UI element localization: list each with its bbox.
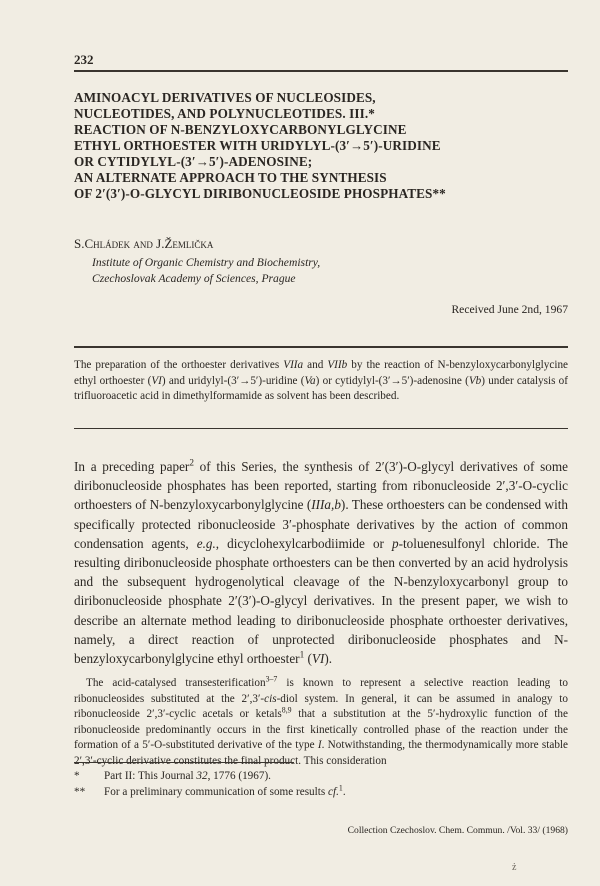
title-line: AMINOACYL DERIVATIVES OF NUCLEOSIDES, xyxy=(74,90,376,105)
received-date: Received June 2nd, 1967 xyxy=(451,303,568,316)
footnote-text-part: For a preliminary communication of some results xyxy=(104,786,329,798)
abstract-bottom-rule xyxy=(74,428,568,429)
compound-label: VIIb xyxy=(327,359,348,371)
abstract-text: and xyxy=(303,359,328,371)
compound-label: IIIa,b xyxy=(311,497,341,513)
title-line: REACTION OF N-BENZYLOXYCARBONYLGLYCINE xyxy=(74,122,407,137)
body-paragraph-1 xyxy=(74,457,568,668)
affiliation xyxy=(92,255,320,287)
affiliation-line: Institute of Organic Chemistry and Biochemistry, xyxy=(92,256,321,269)
title-line: AN ALTERNATE APPROACH TO THE SYNTHESIS xyxy=(74,170,387,185)
footnote xyxy=(74,768,568,784)
compound-label: VI xyxy=(311,651,325,667)
footnote-text xyxy=(104,768,271,784)
body-text: ). These orthoesters can be condensed with specifically protected ribonucleoside 3′-phosphate derivatives by the action of common condensation agents, xyxy=(74,497,568,551)
reference-marker: 8,9 xyxy=(281,705,292,715)
authors: S.Chládek and J.Žemlička xyxy=(74,236,214,251)
footnote-text-part: . xyxy=(342,786,346,798)
body-text: that a substitution at the 5′-hydroxylic function of the ribonucleoside predominantly occurs in the first kinetically controlled phase of the reaction under the formation of a 5′-O-substituted derivative of the type xyxy=(74,708,568,752)
body-text: -diol system. In general, it can be assumed in analogy to ribonucleoside 2′,3′-cyclic acetals or ketals xyxy=(74,692,568,721)
body-text: . Notwithstanding, the thermodynamically more stable 2′,3′-cyclic derivative constitutes the final product. This consideration xyxy=(74,739,568,767)
compound-label: VI xyxy=(151,374,162,387)
reference-marker: 3–7 xyxy=(265,674,278,684)
italic-prefix: cis xyxy=(264,692,277,705)
italic-prefix: p xyxy=(392,535,399,551)
title-line: ETHYL ORTHOESTER WITH URIDYLYL-(3′→5′)-URIDINE xyxy=(74,138,441,153)
body-paragraph-2 xyxy=(74,676,568,770)
compound-label: I xyxy=(317,739,322,752)
compound-label: Va xyxy=(304,374,316,387)
body-text: ( xyxy=(304,651,312,667)
compound-label: Vb xyxy=(468,374,482,387)
affiliation-line: Czechoslovak Academy of Sciences, Prague xyxy=(92,272,296,285)
title-line: OR CYTIDYLYL-(3′→5′)-ADENOSINE; xyxy=(74,154,313,169)
reference-marker: 1 xyxy=(299,649,305,660)
footnote-text xyxy=(104,784,346,800)
reference-marker: 1 xyxy=(338,783,343,793)
abstract-text: The preparation of the orthoester derivatives xyxy=(74,359,284,371)
footnote-rule xyxy=(74,762,294,763)
journal-citation: Collection Czechoslov. Chem. Commun. /Vol. 33/ (1968) xyxy=(347,825,568,836)
abstract-text: by the reaction of N-benzyloxycarbonylglycine ethyl orthoester ( xyxy=(74,359,569,387)
reference-marker: 2 xyxy=(189,457,194,468)
header-rule xyxy=(74,70,568,72)
italic-abbrev: cf. xyxy=(328,786,339,798)
article-title xyxy=(74,90,568,202)
footnotes xyxy=(74,768,568,800)
title-line: NUCLEOTIDES, AND POLYNUCLEOTIDES. III.* xyxy=(74,106,375,121)
footnote xyxy=(74,784,568,800)
body-text: ). xyxy=(324,651,333,667)
footnote-text-part: Part II: This Journal xyxy=(104,770,197,782)
footnote-text-part: , 1776 (1967). xyxy=(207,770,271,782)
compound-label: VIIa xyxy=(283,359,304,371)
volume-number: 32 xyxy=(196,770,208,782)
body-text: , dicyclohexylcarbodiimide or xyxy=(215,535,393,551)
footnote-mark: ** xyxy=(74,786,86,798)
body-text: is known to represent a selective reaction leading to ribonucleosides substituted at the 2′,3′- xyxy=(74,677,569,705)
abstract-text: ) under catalysis of trifluoroacetic acid in dimethylformamide as solvent has been described. xyxy=(74,374,568,402)
footnote-mark: * xyxy=(74,770,80,782)
pencil-mark: ż xyxy=(512,862,517,873)
abstract xyxy=(74,358,568,405)
page-number: 232 xyxy=(74,52,94,67)
italic-abbrev: e.g. xyxy=(196,535,216,551)
body-text: -toluenesulfonyl chloride. The resulting diribonucleoside phosphate orthoesters can be then converted by an acid hydrolysis and the subsequent hydrogenolytical cleavage of the N-benzyloxycarbonyl group to diribonucleoside phosphate 2′(3′)-O-glycyl derivatives. In the present paper, we wish to describe an alternate method leading to diribonucleoside phosphate orthoester derivatives, namely, a direct reaction of unprotected diribonucleoside phosphates and N-benzyloxycarbonylglycine ethyl orthoester xyxy=(74,535,568,667)
title-line: OF 2′(3′)-O-GLYCYL DIRIBONUCLEOSIDE PHOSPHATES** xyxy=(74,186,446,201)
abstract-top-rule xyxy=(74,346,568,348)
abstract-text: ) and uridylyl-(3′→5′)-uridine ( xyxy=(161,374,305,387)
body-text: The acid-catalysed transesterification xyxy=(86,677,266,689)
body-text: of this Series, the synthesis of 2′(3′)-O-glycyl derivatives of some diribonucleoside phosphates has been reported, starting from ribonucleoside 2′,3′-O-cyclic orthoesters of N-benzyloxycarbonylglycine ( xyxy=(74,459,568,513)
body-text: In a preceding paper xyxy=(74,459,190,474)
abstract-text: ) or cytidylyl-(3′→5′)-adenosine ( xyxy=(315,374,469,387)
